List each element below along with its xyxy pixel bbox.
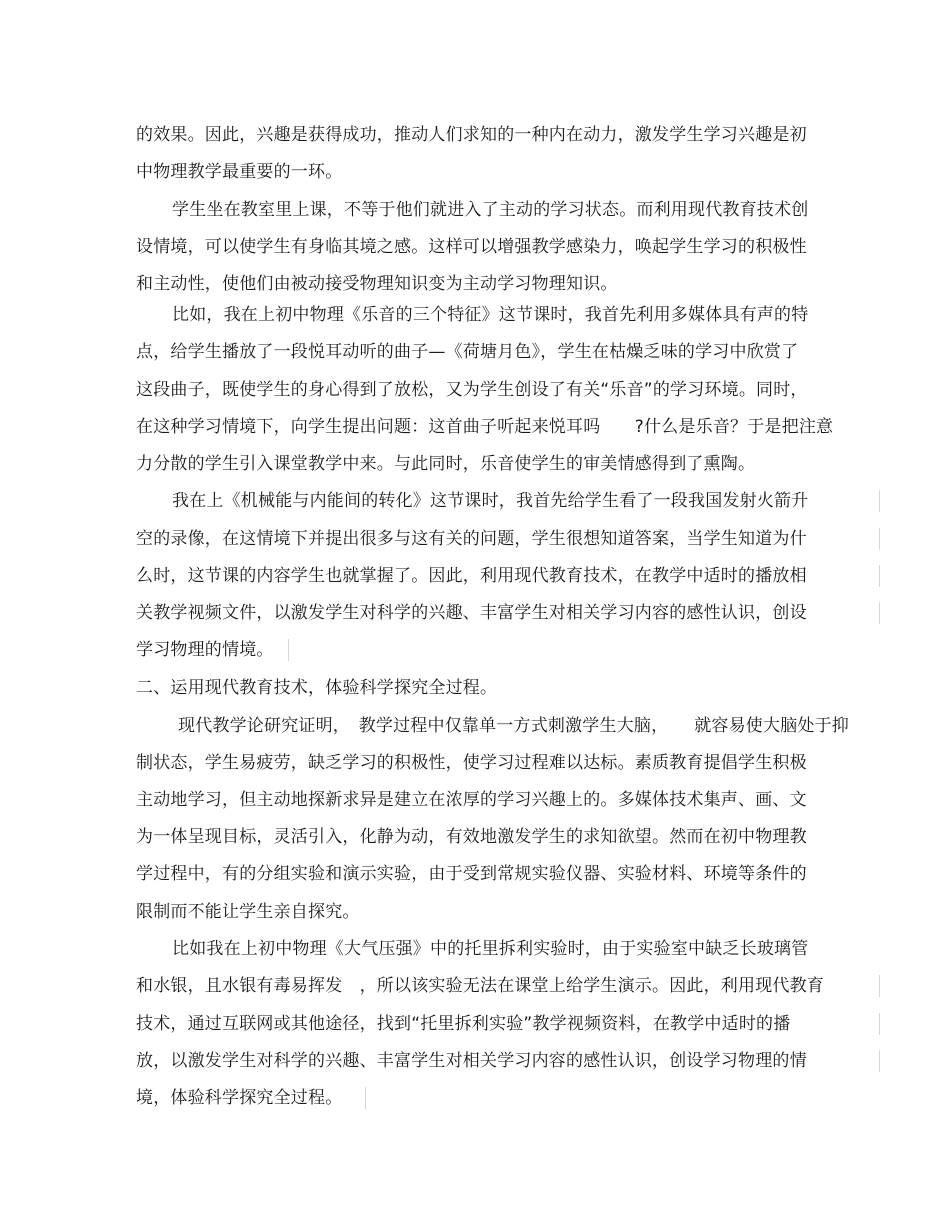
text-line: 和水银，且水银有毒易挥发 ，所以该实验无法在课堂上给学生演示。因此，利用现代教育 <box>136 976 824 996</box>
margin-mark <box>879 602 880 624</box>
text-line: 学生坐在教室里上课，不等于他们就进入了主动的学习状态。而利用现代教育技术创 <box>172 200 809 220</box>
text-line: 这段曲子，既使学生的身心得到了放松，又为学生创设了有关“乐音”的学习环境。同时， <box>136 380 808 400</box>
text-line: 中物理教学最重要的一环。 <box>136 162 343 182</box>
text-line: 关教学视频文件，以激发学生对科学的兴趣、丰富学生对相关学习内容的感性认识，创设 <box>136 603 807 623</box>
text-line: 么时，这节课的内容学生也就掌握了。因此，利用现代教育技术，在教学中适时的播放相 <box>136 566 807 586</box>
text-line: 和主动性，使他们由被动接受物理知识变为主动学习物理知识。 <box>136 274 618 294</box>
text-line: 力分散的学生引入课堂教学中来。与此同时，乐音使学生的审美情感得到了熏陶。 <box>136 454 756 474</box>
text-line: 我在上《机械能与内能间的转化》这节课时，我首先给学生看了一段我国发射火箭升 <box>172 491 809 511</box>
text-line: 在这种学习情境下，向学生提出问题：这首曲子听起来悦耳吗 ?什么是乐音？于是把注意 <box>136 417 834 437</box>
text-line: 学习物理的情境。 <box>136 640 274 660</box>
margin-mark <box>879 975 880 997</box>
text-line: 的效果。因此，兴趣是获得成功，推动人们求知的一种内在动力，激发学生学习兴趣是初 <box>136 125 807 145</box>
text-line: 为一体呈现目标，灵活引入，化静为动，有效地激发学生的求知欲望。然而在初中物理教 <box>136 827 807 847</box>
text-line: 学过程中，有的分组实验和演示实验，由于受到常规实验仪器、实验材料、环境等条件的 <box>136 864 807 884</box>
text-line: 设情境，可以使学生有身临其境之感。这样可以增强教学感染力，唤起学生学习的积极性 <box>136 237 807 257</box>
margin-mark <box>879 1013 880 1035</box>
text-line: 现代教学论研究证明， 教学过程中仅靠单一方式刺激学生大脑， 就容易使大脑处于抑 <box>178 716 849 736</box>
text-line: 比如我在上初中物理《大气压强》中的托里拆利实验时，由于实验室中缺乏长玻璃管 <box>172 939 809 959</box>
margin-mark <box>879 490 880 512</box>
margin-mark <box>365 1087 366 1109</box>
text-line: 空的录像，在这情境下并提出很多与这有关的问题，学生很想知道答案，当学生知道为什 <box>136 529 807 549</box>
text-line: 点，给学生播放了一段悦耳动听的曲子—《荷塘月色》，学生在枯燥乏味的学习中欣赏了 <box>136 342 799 362</box>
margin-mark <box>879 1050 880 1072</box>
text-line: 限制而不能让学生亲自探究。 <box>136 902 360 922</box>
text-line: 境，体验科学探究全过程。 <box>136 1088 343 1108</box>
text-line: 放，以激发学生对科学的兴趣、丰富学生对相关学习内容的感性认识，创设学习物理的情 <box>136 1051 807 1071</box>
margin-mark <box>288 639 289 661</box>
section-heading: 二、运用现代教育技术，体验科学探究全过程。 <box>136 678 498 698</box>
text-line: 主动地学习，但主动地探新求异是建立在浓厚的学习兴趣上的。多媒体技术集声、画、文 <box>136 790 807 810</box>
margin-mark <box>879 565 880 587</box>
margin-mark <box>879 528 880 550</box>
text-line: 制状态，学生易疲劳，缺乏学习的积极性，使学习过程难以达标。素质教育提倡学生积极 <box>136 753 807 773</box>
text-line: 比如，我在上初中物理《乐音的三个特征》这节课时，我首先利用多媒体具有声的特 <box>172 305 809 325</box>
text-line: 技术，通过互联网或其他途径，找到“托里拆利实验”教学视频资料，在教学中适时的播 <box>136 1014 791 1034</box>
